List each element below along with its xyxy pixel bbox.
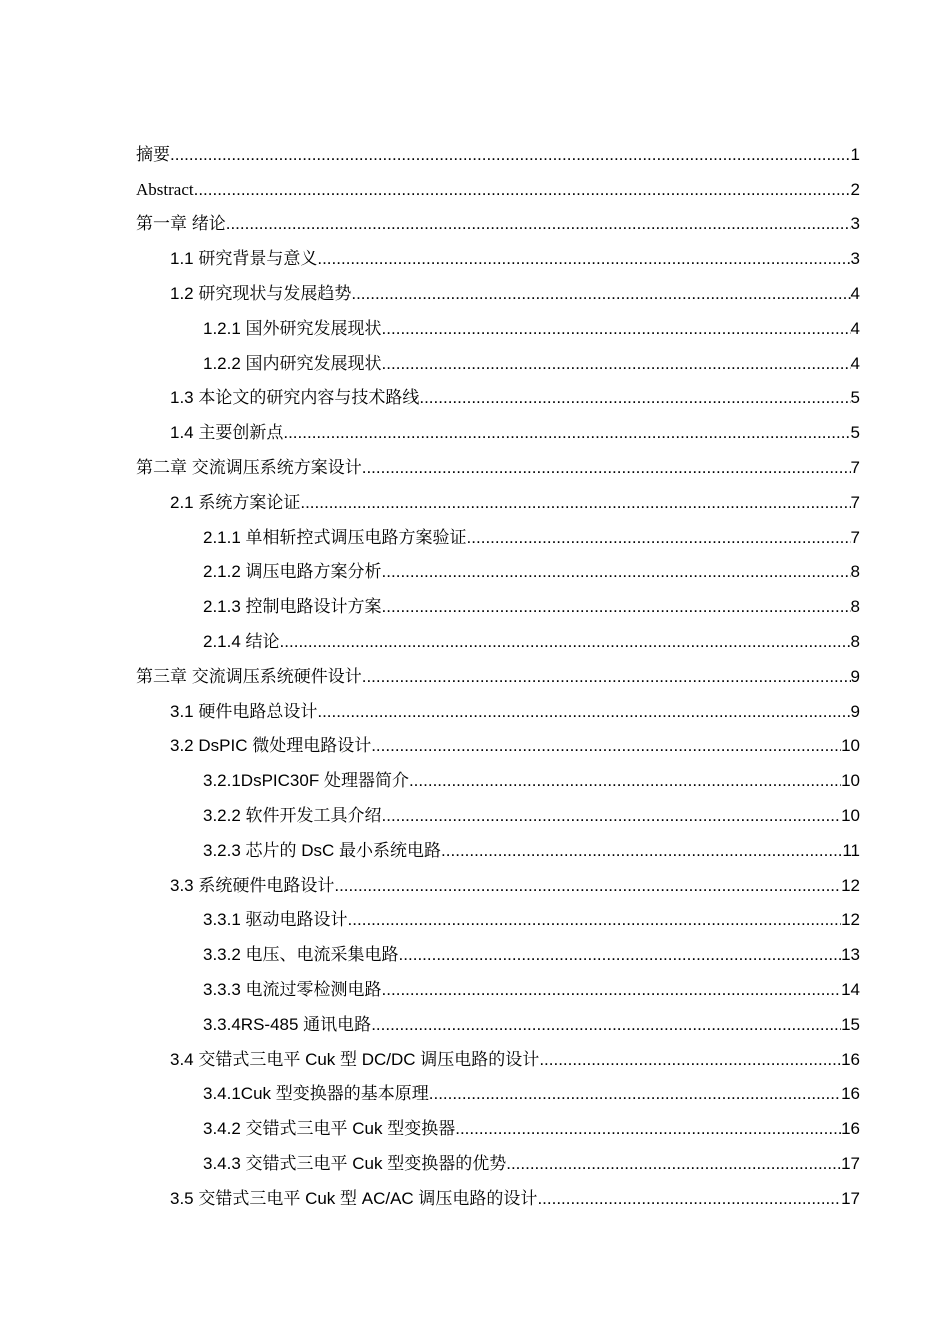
dot-leader: [348, 910, 842, 932]
toc-entry[interactable]: [136, 967, 860, 1002]
toc-entry-page: 7: [850, 457, 860, 477]
toc-entry-title: 2.1.2 调压电路方案分析: [203, 562, 382, 582]
dot-leader: [537, 1189, 841, 1211]
toc-entry-page: 1: [850, 144, 860, 164]
dot-leader: [300, 493, 850, 515]
toc-entry-title: 2.1.4 结论: [203, 631, 280, 651]
toc-entry[interactable]: [136, 828, 860, 863]
dot-leader: [409, 771, 841, 793]
dot-leader: [382, 806, 842, 828]
toc-entry-title: 1.2.1 国外研究发展现状: [203, 318, 382, 338]
toc-entry-page: 5: [850, 423, 860, 443]
dot-leader: [382, 354, 851, 376]
dot-leader: [334, 876, 841, 898]
dot-leader: [399, 945, 842, 967]
dot-leader: [362, 458, 851, 480]
toc-entry-title: 3.3 系统硬件电路设计: [170, 875, 335, 895]
toc-entry[interactable]: [136, 480, 860, 515]
dot-leader: [371, 736, 841, 758]
toc-entry-page: 13: [841, 945, 860, 965]
dot-leader: [382, 980, 842, 1002]
toc-entry[interactable]: [136, 689, 860, 724]
toc-entry-title: 3.4 交错式三电平 Cuk 型 DC/DC 调压电路的设计: [170, 1049, 540, 1069]
dot-leader: [539, 1050, 841, 1072]
toc-entry-page: 4: [850, 283, 860, 303]
toc-entry[interactable]: [136, 1176, 860, 1211]
dot-leader: [467, 528, 851, 550]
toc-entry-page: 5: [850, 388, 860, 408]
toc-entry-title: 3.3.1 驱动电路设计: [203, 910, 348, 930]
toc-entry-page: 12: [841, 875, 860, 895]
toc-entry-title: 3.2.1DsPIC30F 处理器简介: [203, 771, 409, 791]
toc-entry-page: 16: [841, 1084, 860, 1104]
toc-entry[interactable]: [136, 863, 860, 898]
toc-entry-page: 3: [850, 214, 860, 234]
toc-entry[interactable]: [136, 132, 860, 167]
toc-entry-page: 14: [841, 979, 860, 999]
toc-entry-title: 3.4.3 交错式三电平 Cuk 型变换器的优势: [203, 1153, 507, 1173]
toc-entry-title: 2.1.3 控制电路设计方案: [203, 597, 382, 617]
toc-entry[interactable]: [136, 236, 860, 271]
dot-leader: [317, 702, 850, 724]
toc-entry-title: 摘要: [136, 144, 170, 164]
dot-leader: [419, 388, 850, 410]
toc-entry[interactable]: [136, 584, 860, 619]
toc-entry[interactable]: [136, 445, 860, 480]
toc-entry-page: 8: [850, 631, 860, 651]
toc-entry[interactable]: [136, 1037, 860, 1072]
toc-entry-title: 3.4.2 交错式三电平 Cuk 型变换器: [203, 1119, 456, 1139]
toc-entry-page: 3: [850, 249, 860, 269]
toc-entry-title: 1.1 研究背景与意义: [170, 249, 318, 269]
dot-leader: [382, 319, 851, 341]
toc-entry-page: 15: [841, 1014, 860, 1034]
toc-entry[interactable]: [136, 654, 860, 689]
toc-entry-page: 2: [850, 179, 860, 199]
dot-leader: [429, 1084, 841, 1106]
toc-entry-title: 1.2 研究现状与发展趋势: [170, 283, 352, 303]
toc-entry-title: Abstract: [136, 179, 194, 199]
dot-leader: [371, 1015, 841, 1037]
toc-entry-title: 1.3 本论文的研究内容与技术路线: [170, 388, 420, 408]
toc-entry-title: 3.5 交错式三电平 Cuk 型 AC/AC 调压电路的设计: [170, 1188, 538, 1208]
table-of-contents: [136, 132, 860, 1211]
toc-entry[interactable]: [136, 167, 860, 202]
toc-entry-page: 16: [841, 1049, 860, 1069]
toc-entry[interactable]: [136, 758, 860, 793]
dot-leader: [441, 841, 842, 863]
toc-entry-page: 16: [841, 1119, 860, 1139]
toc-entry-page: 12: [841, 910, 860, 930]
toc-entry-title: 3.2.2 软件开发工具介绍: [203, 805, 382, 825]
toc-entry-page: 11: [842, 840, 860, 860]
toc-entry-page: 10: [841, 805, 860, 825]
toc-entry[interactable]: [136, 793, 860, 828]
toc-entry-page: 10: [841, 736, 860, 756]
toc-entry-page: 9: [850, 701, 860, 721]
toc-entry[interactable]: [136, 306, 860, 341]
toc-entry-title: 第一章 绪论: [136, 214, 226, 234]
toc-entry-page: 4: [850, 353, 860, 373]
dot-leader: [283, 423, 850, 445]
toc-entry-title: 3.3.2 电压、电流采集电路: [203, 945, 399, 965]
dot-leader: [506, 1154, 841, 1176]
dot-leader: [382, 562, 851, 584]
toc-entry-title: 3.1 硬件电路总设计: [170, 701, 318, 721]
toc-entry-page: 9: [850, 666, 860, 686]
dot-leader: [455, 1119, 841, 1141]
toc-entry-page: 8: [850, 562, 860, 582]
toc-entry-title: 2.1 系统方案论证: [170, 492, 301, 512]
dot-leader: [194, 180, 851, 202]
toc-entry-page: 4: [850, 318, 860, 338]
toc-entry-title: 1.4 主要创新点: [170, 423, 284, 443]
toc-entry-title: 1.2.2 国内研究发展现状: [203, 353, 382, 373]
toc-entry[interactable]: [136, 410, 860, 445]
dot-leader: [226, 214, 851, 236]
toc-entry-title: 第三章 交流调压系统硬件设计: [136, 666, 362, 686]
toc-entry-page: 17: [841, 1153, 860, 1173]
dot-leader: [362, 667, 851, 689]
toc-entry[interactable]: [136, 1002, 860, 1037]
dot-leader: [280, 632, 851, 654]
toc-entry[interactable]: [136, 1106, 860, 1141]
dot-leader: [382, 597, 851, 619]
toc-entry[interactable]: [136, 724, 860, 759]
toc-entry-title: 3.2 DsPIC 微处理电路设计: [170, 736, 372, 756]
toc-entry[interactable]: [136, 619, 860, 654]
toc-entry[interactable]: [136, 898, 860, 933]
toc-entry[interactable]: [136, 202, 860, 237]
toc-entry-page: 17: [841, 1188, 860, 1208]
toc-entry-title: 3.3.3 电流过零检测电路: [203, 979, 382, 999]
toc-entry[interactable]: [136, 376, 860, 411]
toc-entry-page: 10: [841, 771, 860, 791]
toc-entry-title: 3.3.4RS-485 通讯电路: [203, 1014, 372, 1034]
toc-entry-title: 3.2.3 芯片的 DsC 最小系统电路: [203, 840, 442, 860]
toc-entry[interactable]: [136, 550, 860, 585]
toc-entry-page: 8: [850, 597, 860, 617]
dot-leader: [351, 284, 850, 306]
toc-entry-title: 第二章 交流调压系统方案设计: [136, 457, 362, 477]
toc-entry[interactable]: [136, 1141, 860, 1176]
toc-entry[interactable]: [136, 1072, 860, 1107]
toc-entry-page: 7: [850, 527, 860, 547]
toc-entry-title: 3.4.1Cuk 型变换器的基本原理: [203, 1084, 429, 1104]
toc-entry-title: 2.1.1 单相斩控式调压电路方案验证: [203, 527, 467, 547]
dot-leader: [170, 145, 851, 167]
toc-entry[interactable]: [136, 341, 860, 376]
toc-entry[interactable]: [136, 515, 860, 550]
toc-entry-page: 7: [850, 492, 860, 512]
dot-leader: [317, 249, 850, 271]
toc-entry[interactable]: [136, 271, 860, 306]
toc-entry[interactable]: [136, 932, 860, 967]
